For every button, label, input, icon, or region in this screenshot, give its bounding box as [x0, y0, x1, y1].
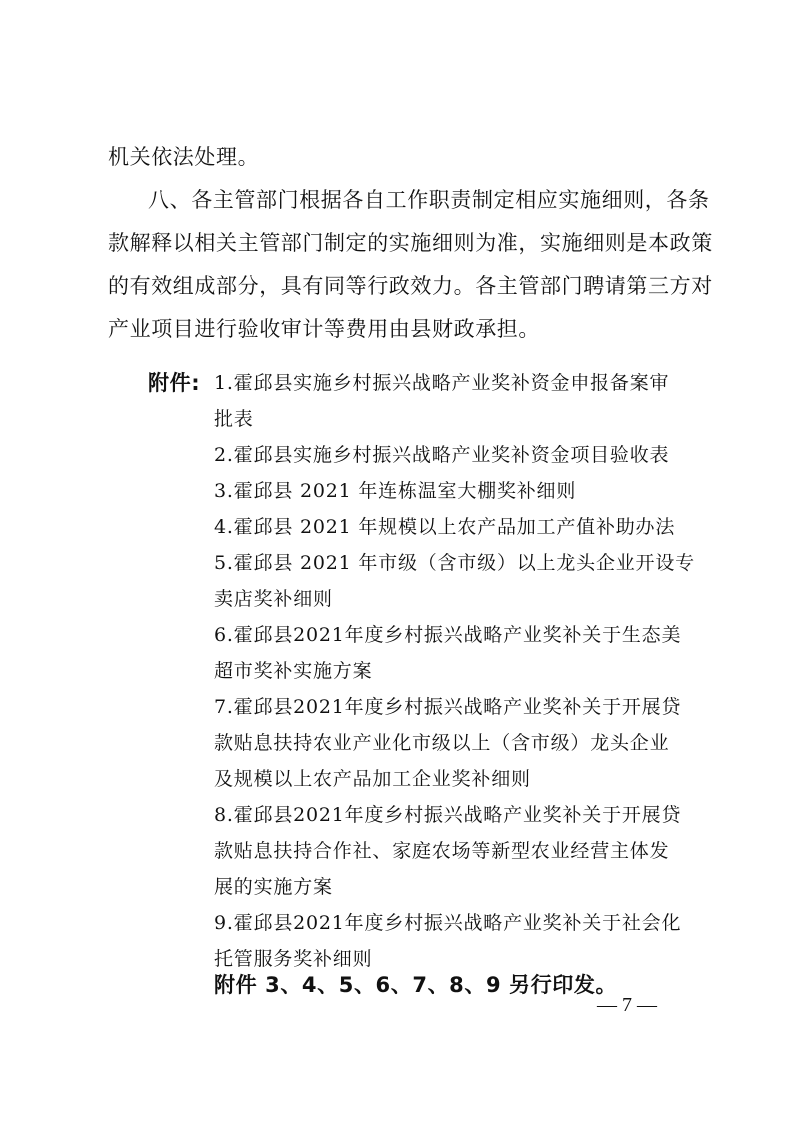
attachment-line-13: 8.霍邱县2021年度乡村振兴战略产业奖补关于开展贷: [214, 804, 682, 826]
page-number: — 7 —: [597, 994, 657, 1016]
attachment-line-15: 展的实施方案: [214, 876, 333, 898]
attachment-line-4: 3.霍邱县 2021 年连栋温室大棚奖补细则: [214, 480, 577, 502]
attachment-line-12: 及规模以上农产品加工企业奖补细则: [214, 768, 531, 790]
attachment-line-9: 超市奖补实施方案: [214, 660, 373, 682]
attachment-line-6: 5.霍邱县 2021 年市级（含市级）以上龙头企业开设专: [214, 552, 695, 574]
body-line-2: 八、各主管部门根据各自工作职责制定相应实施细则，各条: [148, 188, 710, 212]
attachment-line-3: 2.霍邱县实施乡村振兴战略产业奖补资金项目验收表: [214, 444, 670, 466]
attachment-line-8: 6.霍邱县2021年度乡村振兴战略产业奖补关于生态美: [214, 624, 682, 646]
attachment-line-5: 4.霍邱县 2021 年规模以上农产品加工产值补助办法: [214, 516, 676, 538]
body-line-4: 的有效组成部分，具有同等行政效力。各主管部门聘请第三方对: [108, 274, 713, 298]
body-line-3: 款解释以相关主管部门制定的实施细则为准，实施细则是本政策: [108, 231, 713, 255]
body-line-5: 产业项目进行验收审计等费用由县财政承担。: [108, 317, 540, 341]
attachment-line-16: 9.霍邱县2021年度乡村振兴战略产业奖补关于社会化: [214, 912, 682, 934]
attachment-line-7: 卖店奖补细则: [214, 588, 333, 610]
attachment-line-2: 批表: [214, 408, 254, 430]
attachment-line-10: 7.霍邱县2021年度乡村振兴战略产业奖补关于开展贷: [214, 696, 682, 718]
attachment-line-1: 1.霍邱县实施乡村振兴战略产业奖补资金申报备案审: [214, 372, 670, 394]
attachments-note: 附件 3、4、5、6、7、8、9 另行印发。: [214, 973, 618, 997]
attachments-label: 附件:: [148, 371, 201, 395]
body-line-1: 机关依法处理。: [108, 145, 260, 169]
attachment-line-11: 款贴息扶持农业产业化市级以上（含市级）龙头企业: [214, 732, 670, 754]
attachment-line-17: 托管服务奖补细则: [214, 948, 373, 970]
attachment-line-14: 款贴息扶持合作社、家庭农场等新型农业经营主体发: [214, 840, 670, 862]
